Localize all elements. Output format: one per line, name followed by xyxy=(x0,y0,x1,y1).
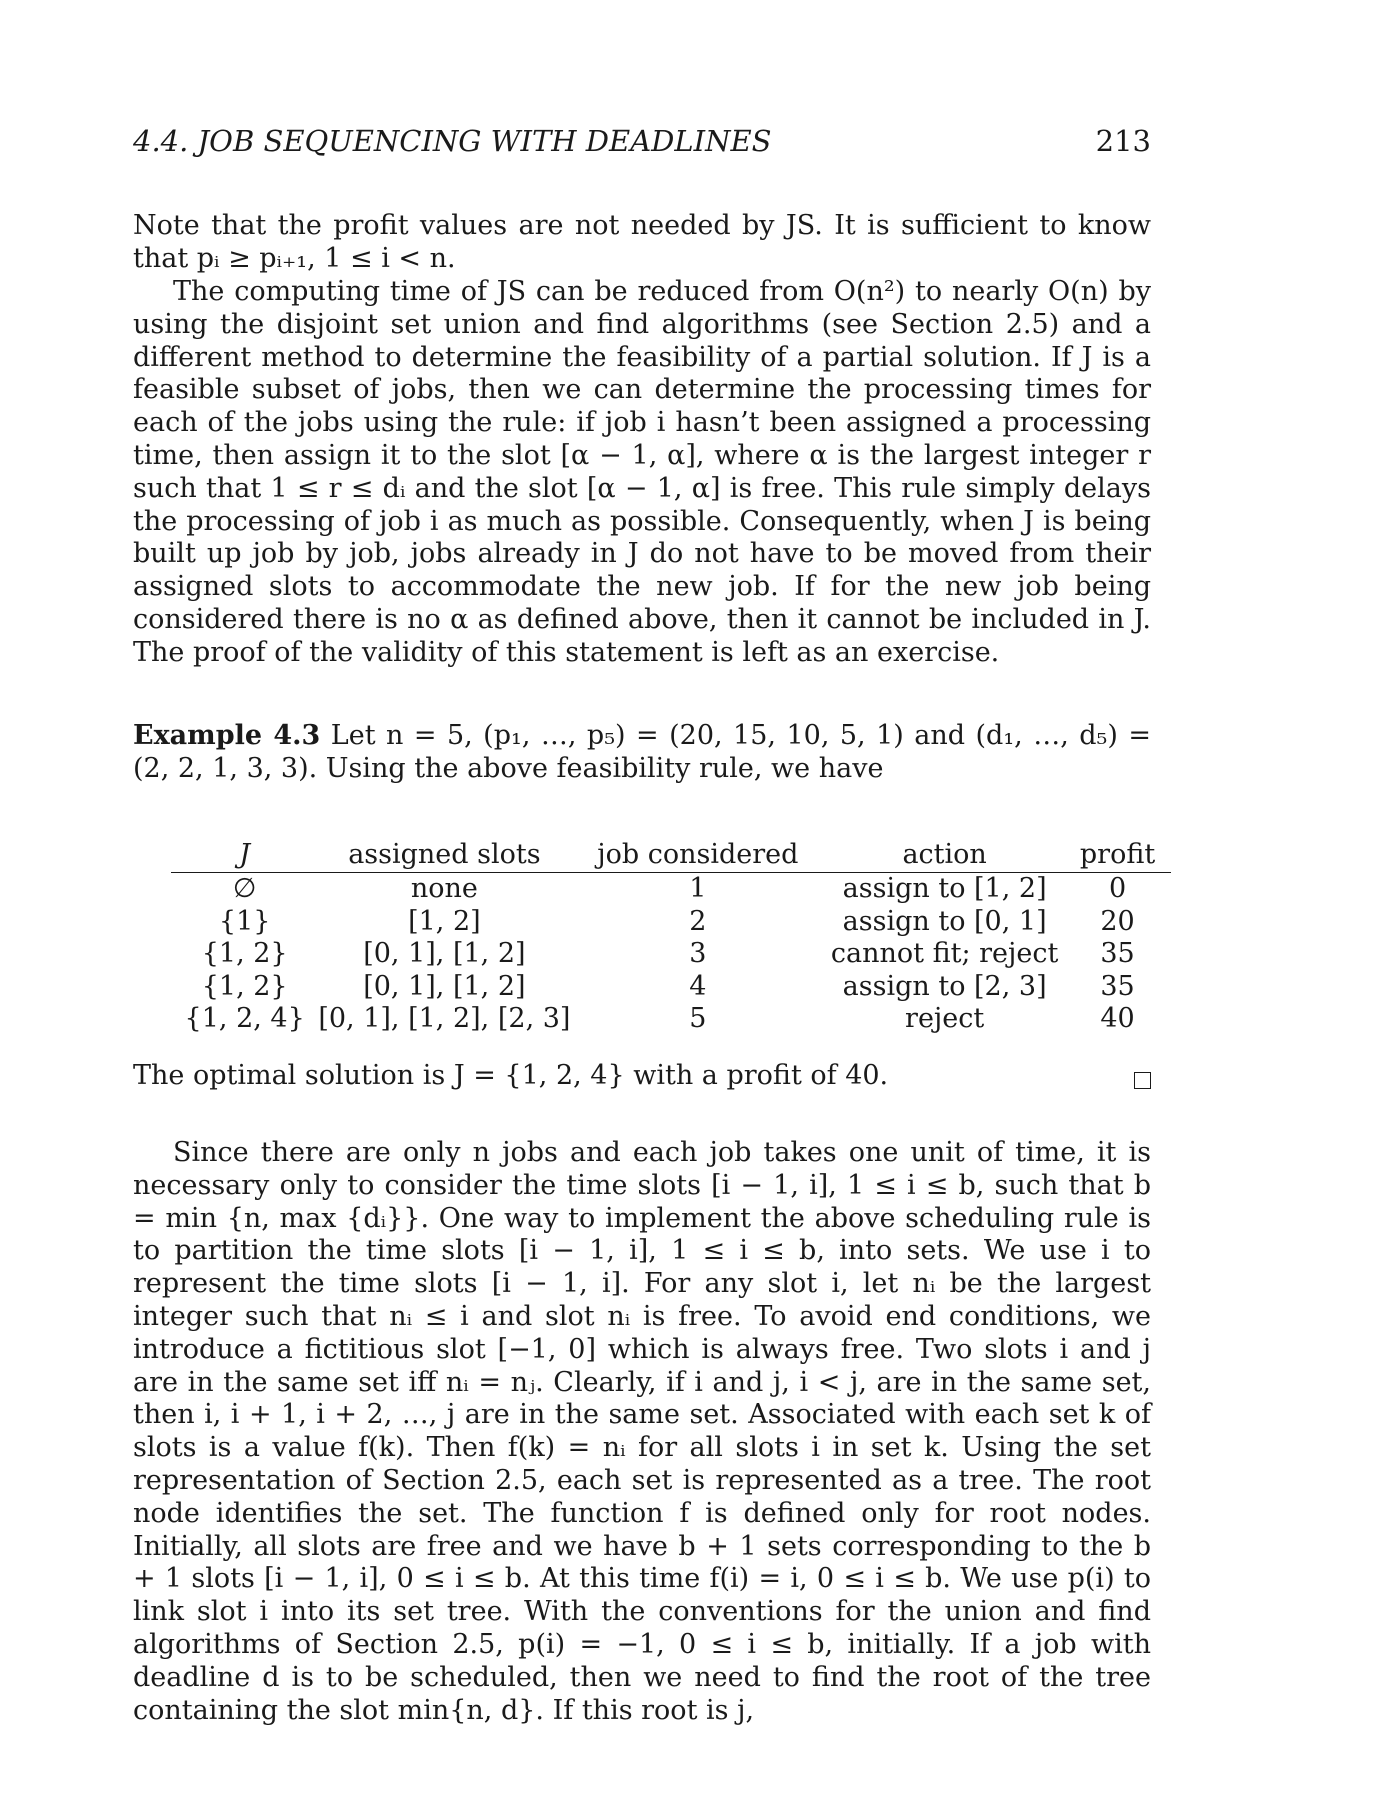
running-header xyxy=(133,124,1151,164)
paragraph-computing-time: The computing time of JS can be reduced from O(n²) to nearly O(n) by using the disjoint set union and find algorithms (see Section 2.5) and a different method to determine the feasibility of a partial solution. If J is a feasible subset of jobs, then we can determine the processing times for each of the jobs using the rule: if job i hasn’t been assigned a processing time, then assign it to the slot [α − 1, α], where α is the largest integer r such that 1 ≤ r ≤ dᵢ and the slot [α − 1, α] is free. This rule simply delays the processing of job i as much as possible. Consequently, when J is being built up job by job, jobs already in J do not have to be moved from their assigned slots to accommodate the new job. If for the new job being considered there is no α as defined above, then it cannot be included in J. The proof of the validity of this statement is left as an exercise. xyxy=(133,276,1151,668)
paragraph-profit-note: Note that the profit values are not needed by JS. It is sufficient to know that pᵢ ≥ pᵢ₊₁, 1 ≤ i < n. xyxy=(133,210,1151,274)
cell-j: ∅ xyxy=(232,873,257,904)
table-row xyxy=(171,938,1171,971)
cell-assigned-slots: [0, 1], [1, 2] xyxy=(363,938,526,970)
example-text: Let n = 5, (p₁, …, p₅) = (20, 15, 10, 5, 1) and (d₁, …, d₅) = (2, 2, 1, 3, 3). Using the above feasibility rule, we have xyxy=(133,720,1151,784)
cell-j: {1, 2} xyxy=(201,938,288,970)
example-label: Example 4.3 xyxy=(133,720,321,751)
section-title: 4.4. JOB SEQUENCING WITH DEADLINES xyxy=(133,124,772,158)
page-number: 213 xyxy=(1095,124,1151,158)
cell-j: {1, 2, 4} xyxy=(184,1003,305,1035)
cell-j: {1} xyxy=(218,905,271,937)
col-header-assigned-slots: assigned slots xyxy=(318,838,570,873)
cell-profit: 35 xyxy=(1100,970,1135,1002)
cell-profit: 35 xyxy=(1100,938,1135,970)
table-row xyxy=(171,971,1171,1004)
cell-profit: 40 xyxy=(1100,1003,1135,1035)
cell-job-considered: 2 xyxy=(689,905,707,937)
cell-action: cannot fit; reject xyxy=(830,938,1059,970)
col-header-job-considered: job considered xyxy=(570,838,825,873)
cell-action: assign to [1, 2] xyxy=(842,873,1047,904)
cell-assigned-slots: [0, 1], [1, 2] xyxy=(363,970,526,1002)
cell-assigned-slots: [1, 2] xyxy=(408,905,481,937)
cell-profit: 20 xyxy=(1100,905,1135,937)
table-row xyxy=(171,906,1171,939)
cell-assigned-slots: none xyxy=(410,873,478,904)
cell-action: reject xyxy=(905,1003,985,1035)
optimal-solution-line: The optimal solution is J = {1, 2, 4} with a profit of 40. xyxy=(133,1060,889,1091)
cell-assigned-slots: [0, 1], [1, 2], [2, 3] xyxy=(318,1003,571,1035)
paragraph-slot-sets: Since there are only n jobs and each job takes one unit of time, it is necessary only to consider the time slots [i − 1, i], 1 ≤ i ≤ b, such that b = min {n, max {dᵢ}}. One way to implement the above scheduling rule is to partition the time slots [i − 1, i], 1 ≤ i ≤ b, into sets. We use i to represent the time slots [i − 1, i]. For any slot i, let nᵢ be the largest integer such that nᵢ ≤ i and slot nᵢ is free. To avoid end conditions, we introduce a fictitious slot [−1, 0] which is always free. Two slots i and j are in the same set iff nᵢ = nⱼ. Clearly, if i and j, i < j, are in the same set, then i, i + 1, i + 2, …, j are in the same set. Associated with each set k of slots is a value f(k). Then f(k) = nᵢ for all slots i in set k. Using the set representation of Section 2.5, each set is represented as a tree. The root node identifies the set. The function f is defined only for root nodes. Initially, all slots are free and we have b + 1 sets corresponding to the b + 1 slots [i − 1, i], 0 ≤ i ≤ b. At this time f(i) = i, 0 ≤ i ≤ b. We use p(i) to link slot i into its set tree. With the conventions for the union and find algorithms of Section 2.5, p(i) = −1, 0 ≤ i ≤ b, initially. If a job with deadline d is to be scheduled, then we need to find the root of the tree containing the slot min{n, d}. If this root is j, xyxy=(133,1137,1151,1726)
cell-job-considered: 4 xyxy=(689,970,707,1002)
qed-square-icon xyxy=(1134,1072,1151,1089)
example-paragraph xyxy=(133,720,1151,786)
col-header-profit: profit xyxy=(1064,838,1171,873)
cell-j: {1, 2} xyxy=(201,970,288,1002)
cell-action: assign to [2, 3] xyxy=(842,970,1047,1002)
cell-job-considered: 3 xyxy=(689,938,707,970)
col-header-action: action xyxy=(825,838,1064,873)
feasibility-table xyxy=(171,838,1171,1036)
table-row xyxy=(171,873,1171,906)
cell-profit: 0 xyxy=(1108,873,1127,904)
table-header-row xyxy=(171,838,1171,873)
cell-job-considered: 1 xyxy=(689,873,707,904)
table-row xyxy=(171,1003,1171,1036)
cell-job-considered: 5 xyxy=(689,1003,707,1035)
col-header-j: J xyxy=(171,838,318,873)
cell-action: assign to [0, 1] xyxy=(842,905,1047,937)
